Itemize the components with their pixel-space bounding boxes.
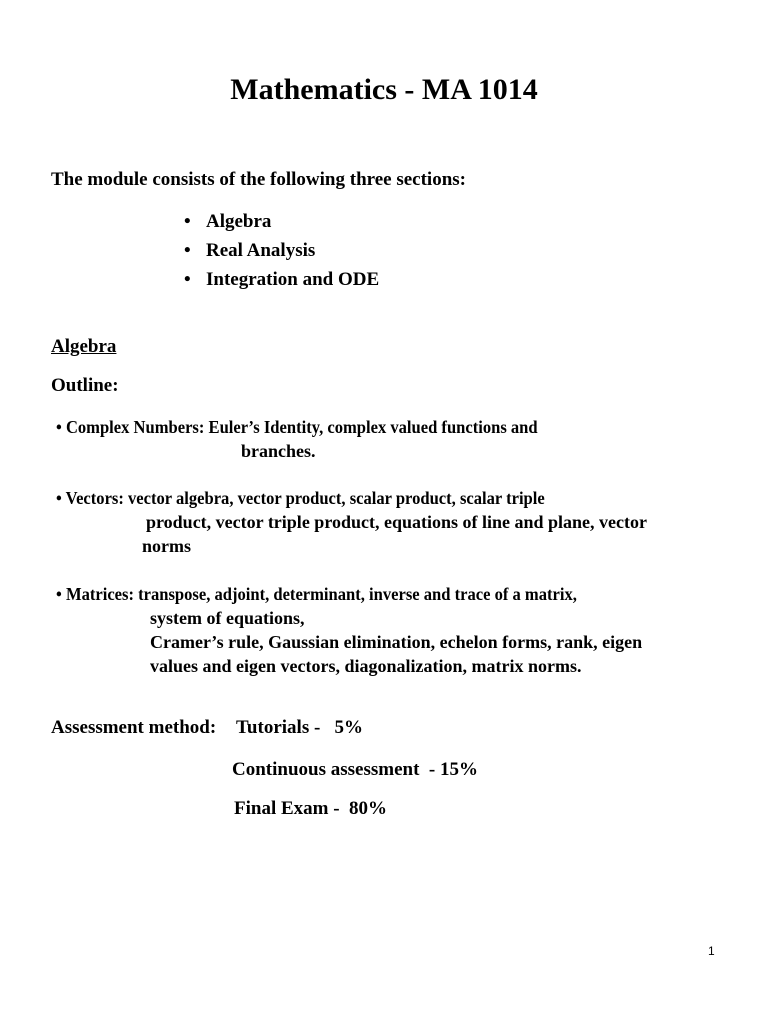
topic-complex-numbers (56, 415, 580, 463)
list-item (184, 265, 379, 294)
topic-line: Cramer’s rule, Gaussian elimination, echelon forms, rank, eigen (150, 632, 643, 652)
assessment-value: - 80% (333, 798, 388, 819)
topic-vectors (56, 486, 647, 558)
bullet-icon: • (184, 240, 191, 261)
page-title: Mathematics - MA 1014 (230, 73, 538, 106)
assessment-label: Assessment method: (51, 717, 217, 738)
assessment-value: - 5% (313, 717, 364, 738)
list-item (184, 207, 379, 236)
topic-line: product, vector triple product, equations of line and plane, vector (146, 512, 647, 532)
topic-line: • Vectors: vector algebra, vector product, scalar product, scalar triple (56, 488, 545, 508)
assessment-value: - 15% (424, 759, 478, 780)
topic-line: branches. (241, 441, 316, 461)
assessment-item (234, 797, 387, 821)
section-name: Integration and ODE (206, 269, 380, 290)
topic-line: norms (142, 536, 191, 556)
section-name: Real Analysis (206, 240, 316, 261)
section-list (184, 207, 379, 294)
assessment-name: Continuous assessment (232, 759, 420, 780)
assessment-name: Final Exam (234, 798, 329, 819)
topic-line: values and eigen vectors, diagonalization, matrix norms. (150, 656, 582, 676)
page-number: 1 (708, 944, 715, 958)
outline-label: Outline: (51, 375, 119, 396)
assessment-name: Tutorials (236, 717, 310, 738)
assessment-item (236, 716, 363, 740)
topic-line: • Matrices: transpose, adjoint, determinant, inverse and trace of a matrix, (56, 584, 577, 604)
list-item (184, 236, 379, 265)
bullet-icon: • (184, 211, 191, 232)
bullet-icon: • (184, 269, 191, 290)
topic-line: • Complex Numbers: Euler’s Identity, complex valued functions and (56, 417, 538, 437)
intro-text: The module consists of the following three sections: (51, 169, 466, 190)
algebra-heading: Algebra (51, 336, 117, 357)
topic-line: system of equations, (150, 608, 305, 628)
assessment-item (232, 758, 478, 782)
topic-matrices (56, 582, 642, 678)
section-name: Algebra (206, 211, 272, 232)
